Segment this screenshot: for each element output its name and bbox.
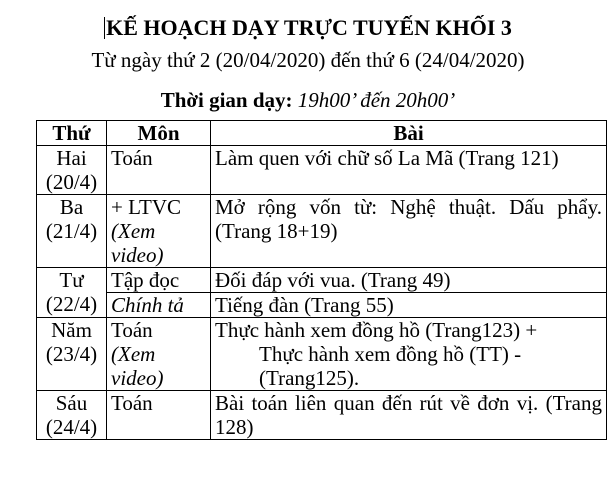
text-cursor [104,17,105,39]
subject-name: Toán [111,146,153,170]
day-name: Năm [51,318,92,342]
table-header-row [37,121,607,146]
lesson-line: Thực hành xem đồng hồ (TT) - [259,342,522,366]
day-cell [37,195,107,268]
day-date: (20/4) [45,170,98,194]
day-cell [37,146,107,195]
lesson-cell: Mở rộng vốn từ: Nghệ thuật. Dấu phẩy. (Trang 18+19) [211,195,607,268]
lesson-cell: Làm quen với chữ số La Mã (Trang 121) [211,146,607,195]
subject-name: Toán [111,318,153,342]
subject-cell [107,318,211,391]
time-value: 19h00’ đến 20h00’ [297,88,456,112]
subject-note: video) [111,243,164,267]
day-name: Tư [59,268,84,292]
lesson-cell [211,318,607,391]
day-date: (24/4) [45,415,98,439]
day-cell [37,318,107,391]
subject-cell [107,293,211,318]
lesson-line: (Trang125). [259,366,360,390]
day-cell [37,268,107,318]
lesson-cell: Đối đáp với vua. (Trang 49) [211,268,607,293]
table-row [37,318,607,391]
subject-cell [107,268,211,293]
subject-note: (Xem [111,219,156,243]
table-row [37,391,607,440]
column-header-day: Thứ [37,121,107,146]
lesson-cell: Tiếng đàn (Trang 55) [211,293,607,318]
subject-note: (Xem [111,342,156,366]
subject-cell [107,195,211,268]
column-header-lesson: Bài [211,121,607,146]
lesson-cell: Bài toán liên quan đến rút về đơn vị. (Trang 128) [211,391,607,440]
subject-name: Tập đọc [111,268,180,292]
subject-cell [107,146,211,195]
lesson-line: Thực hành xem đồng hồ (Trang123) + [215,318,538,342]
table-row [37,146,607,195]
day-cell [37,391,107,440]
subject-name: Chính tả [111,293,184,317]
subject-note: video) [111,366,164,390]
subject-cell [107,391,211,440]
table-row [37,195,607,268]
time-range [0,86,616,114]
subject-name: + LTVC [111,195,181,219]
table-row [37,293,607,318]
day-date: (23/4) [45,342,98,366]
schedule-table [36,120,607,440]
date-range: Từ ngày thứ 2 (20/04/2020) đến thứ 6 (24/04/2020) [91,48,525,72]
day-date: (21/4) [45,219,98,243]
day-name: Ba [59,195,84,219]
table-row [37,268,607,293]
time-label: Thời gian dạy: [160,88,293,112]
subject-name: Toán [111,391,153,415]
document-title: KẾ HOẠCH DẠY TRỰC TUYẾN KHỐI 3 [106,15,512,40]
day-date: (22/4) [45,292,98,316]
day-name: Hai [56,146,87,170]
day-name: Sáu [55,391,88,415]
column-header-subject: Môn [107,121,211,146]
